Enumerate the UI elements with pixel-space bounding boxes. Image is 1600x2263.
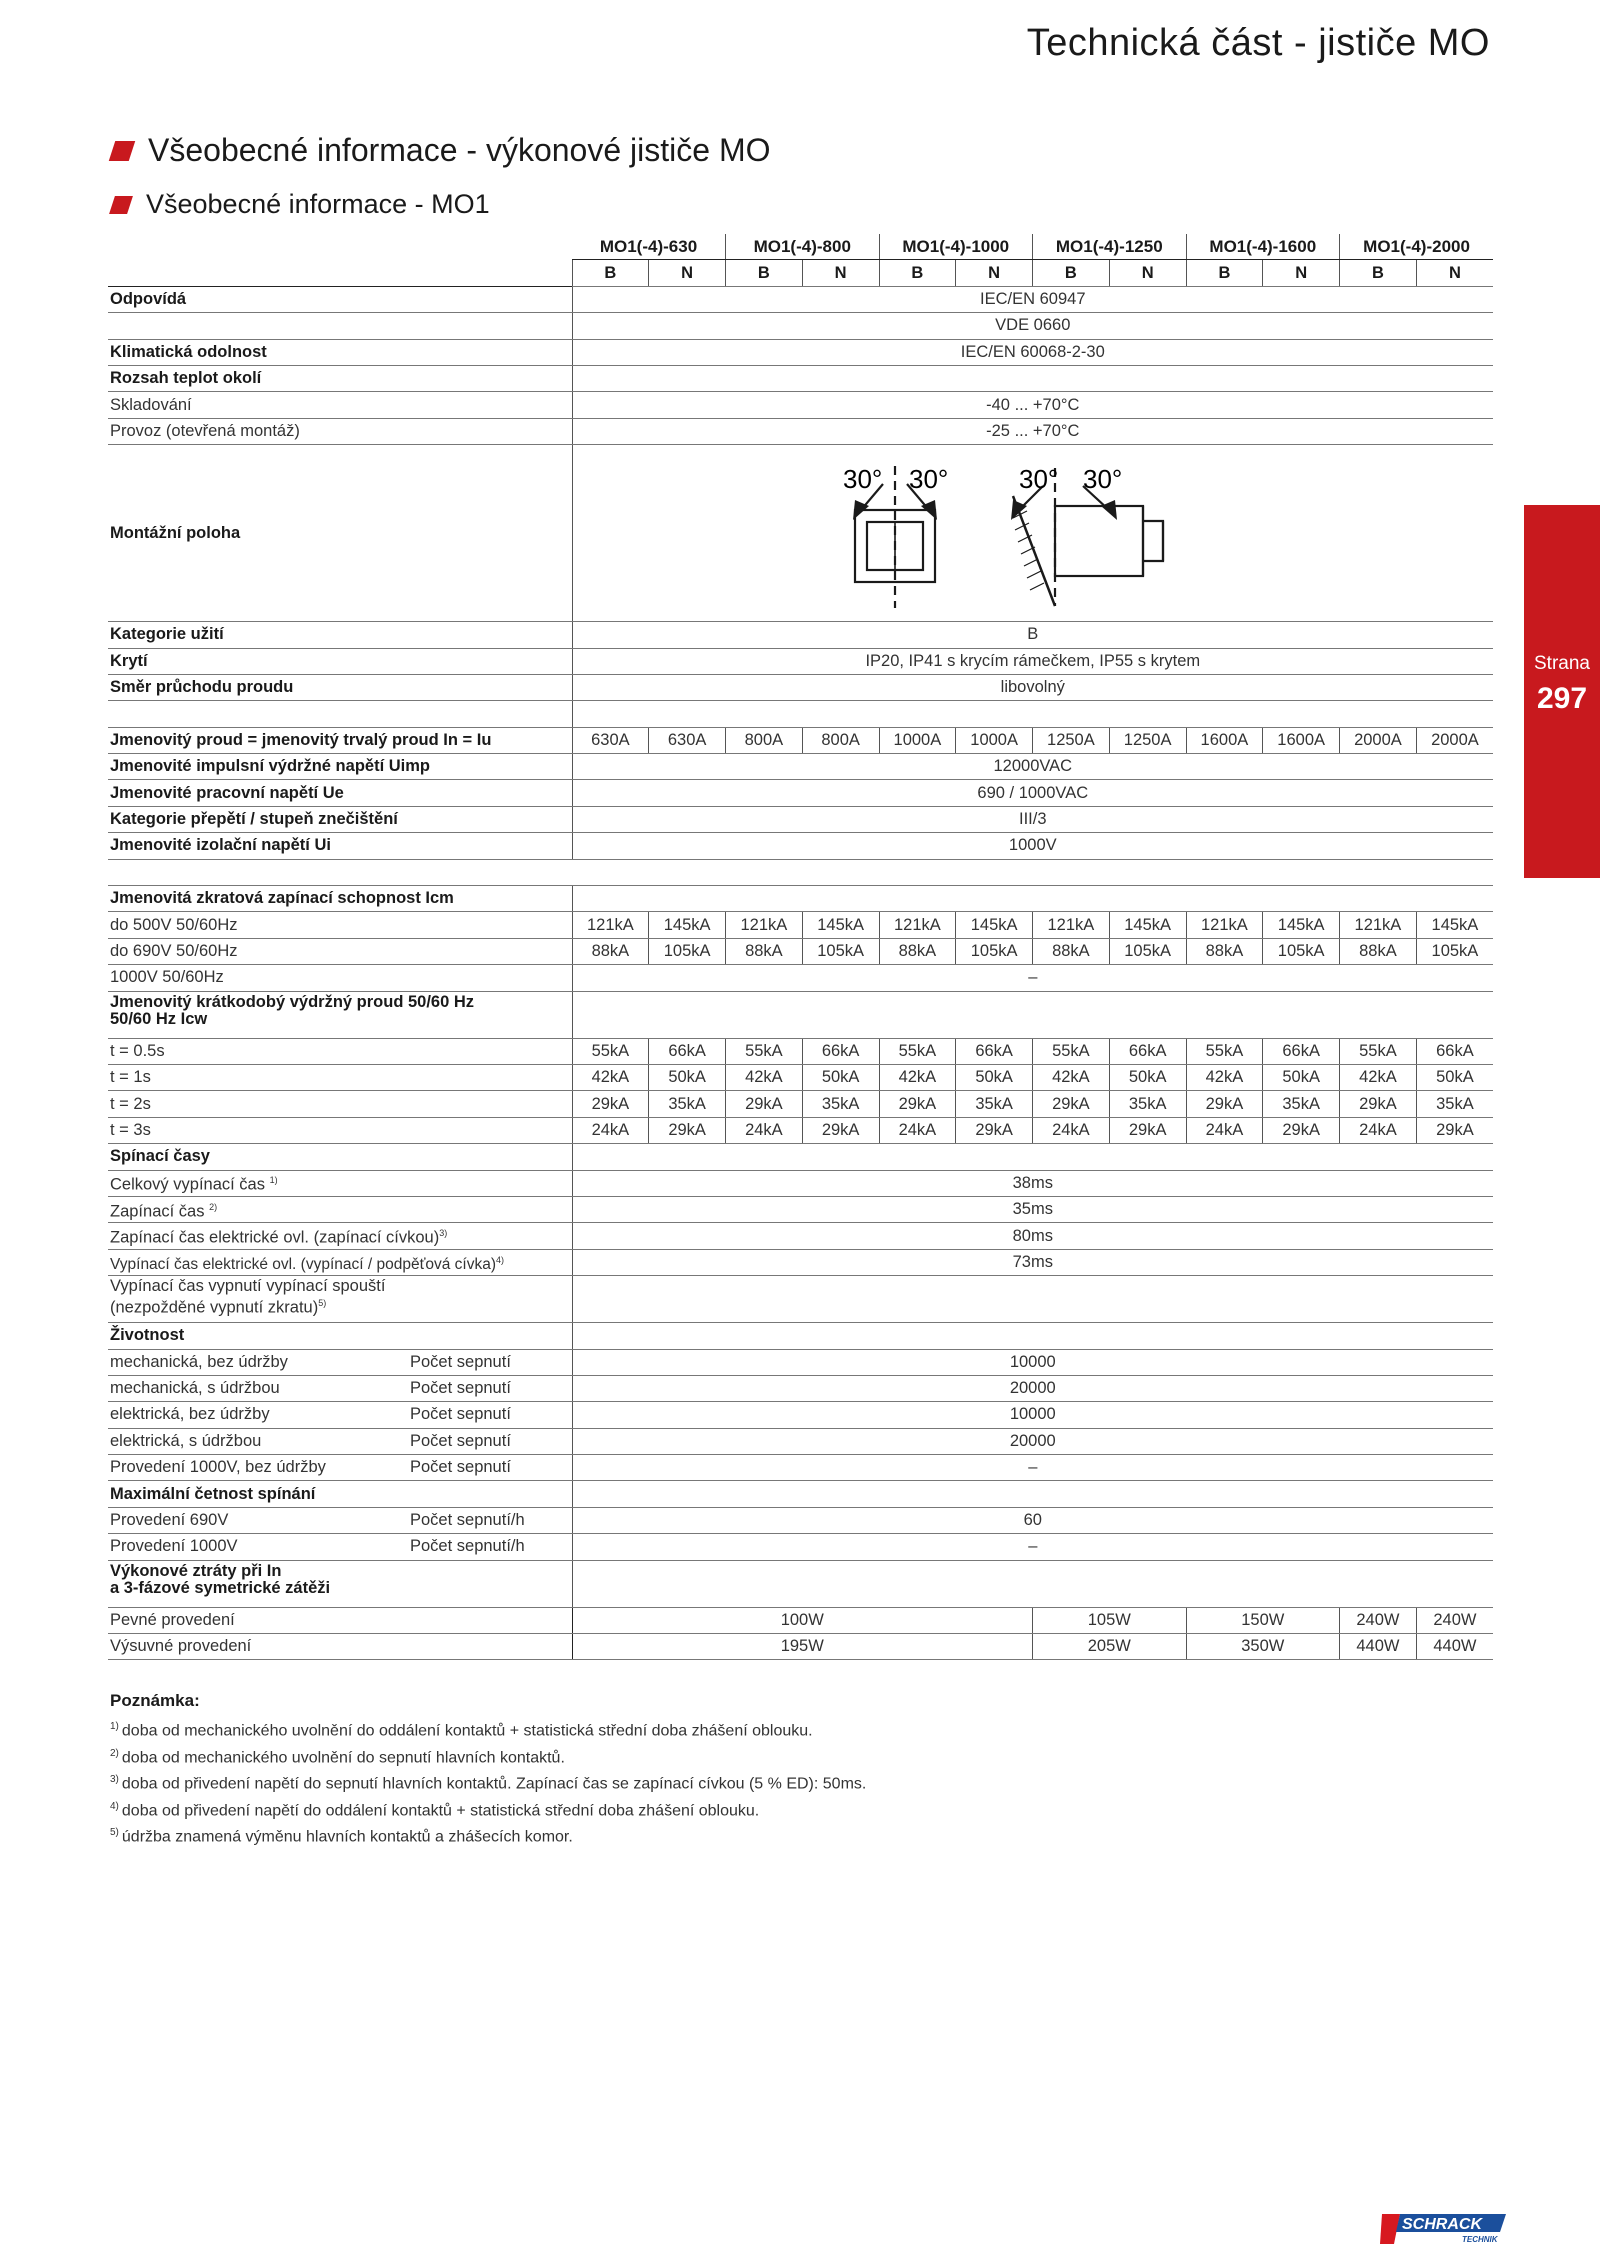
footnote-number: 1): [110, 1721, 119, 1732]
row-value: 29kA: [1033, 1091, 1110, 1117]
row-value: 55kA: [1186, 1038, 1263, 1064]
row-value: 1600A: [1186, 727, 1263, 753]
row-value: 2000A: [1340, 727, 1417, 753]
schrack-logo: [1378, 2210, 1508, 2248]
page-number: 297: [1536, 682, 1588, 715]
variant-header: B: [879, 260, 956, 286]
row-value: 29kA: [802, 1117, 879, 1143]
row-value: 105W: [1033, 1607, 1187, 1633]
row-value: 24kA: [1340, 1117, 1417, 1143]
row-label: Kategorie přepětí / stupeň znečištění: [108, 806, 572, 832]
row-value: 50kA: [956, 1064, 1033, 1090]
row-value: 1000A: [956, 727, 1033, 753]
row-label: Skladování: [108, 392, 572, 418]
table-row: [108, 1375, 1493, 1401]
row-value: -25 ... +70°C: [572, 418, 1493, 444]
row-unit: Počet sepnutí: [408, 1349, 572, 1375]
footnote-ref: 3): [439, 1228, 448, 1239]
row-label: elektrická, s údržbou: [108, 1428, 408, 1454]
table-row: [108, 445, 1493, 622]
footnote-ref: 5): [318, 1298, 327, 1309]
row-value: 24kA: [879, 1117, 956, 1143]
row-value: 350W: [1186, 1634, 1340, 1660]
svg-text:TECHNIK: TECHNIK: [1462, 2235, 1498, 2244]
table-row: [108, 1323, 1493, 1349]
row-value: 24kA: [726, 1117, 803, 1143]
row-value: 800A: [726, 727, 803, 753]
row-label-text: Zapínací čas: [110, 1202, 205, 1221]
row-value: 80ms: [572, 1223, 1493, 1249]
angle-label: 30°: [842, 464, 883, 495]
row-label-line: a 3-fázové symetrické zátěži: [110, 1578, 331, 1597]
section-heading: [112, 132, 770, 169]
variant-header: N: [1109, 260, 1186, 286]
row-label: Maximální četnost spínání: [108, 1481, 572, 1507]
row-value: 24kA: [1186, 1117, 1263, 1143]
row-value: 35kA: [1109, 1091, 1186, 1117]
model-header: MO1(-4)-1000: [879, 234, 1033, 260]
row-value: VDE 0660: [572, 313, 1493, 339]
table-row: [108, 313, 1493, 339]
row-label: Provedení 690V: [108, 1507, 408, 1533]
row-label: Pevné provedení: [108, 1607, 572, 1633]
row-value: 35kA: [802, 1091, 879, 1117]
model-header: MO1(-4)-1600: [1186, 234, 1340, 260]
table-row: [108, 392, 1493, 418]
row-value: 630A: [649, 727, 726, 753]
row-label: Životnost: [108, 1323, 572, 1349]
row-value: 55kA: [572, 1038, 649, 1064]
row-label: [108, 991, 572, 1038]
footnotes: [110, 1691, 866, 1854]
table-row: [108, 965, 1493, 991]
spacer-row: [108, 859, 1493, 885]
variant-header: B: [572, 260, 649, 286]
row-value: –: [572, 1534, 1493, 1560]
row-value: 66kA: [802, 1038, 879, 1064]
row-value: –: [572, 1455, 1493, 1481]
row-value: 88kA: [572, 938, 649, 964]
table-row: [108, 1481, 1493, 1507]
row-value: 60: [572, 1507, 1493, 1533]
mounting-diagram-cell: [572, 445, 1493, 622]
row-value: –: [572, 965, 1493, 991]
table-row: [108, 1507, 1493, 1533]
row-value: 66kA: [1416, 1038, 1493, 1064]
row-value: 105kA: [956, 938, 1033, 964]
table-row: [108, 833, 1493, 859]
table-row: [108, 1560, 1493, 1607]
row-value: 29kA: [1186, 1091, 1263, 1117]
row-label: do 500V 50/60Hz: [108, 912, 572, 938]
table-row: [108, 418, 1493, 444]
row-label-text: Vypínací čas vypnutí vypínací spouští (nezpožděné vypnutí zkratu): [110, 1277, 386, 1317]
row-label: [108, 1170, 572, 1196]
row-unit: Počet sepnutí: [408, 1402, 572, 1428]
row-label: Krytí: [108, 648, 572, 674]
footnote-text: doba od přivedení napětí do oddálení kontaktů + statistická střední doba zhášení oblouku.: [121, 1801, 760, 1819]
row-value: 145kA: [649, 912, 726, 938]
row-value: 35kA: [1416, 1091, 1493, 1117]
row-value: 121kA: [1186, 912, 1263, 938]
row-label-line: 50/60 Hz Icw: [110, 1009, 208, 1028]
row-unit: Počet sepnutí: [408, 1455, 572, 1481]
row-value: 88kA: [1186, 938, 1263, 964]
row-value: IEC/EN 60068-2-30: [572, 339, 1493, 365]
row-value: 24kA: [572, 1117, 649, 1143]
row-label: Směr průchodu proudu: [108, 674, 572, 700]
row-value: 35ms: [572, 1196, 1493, 1222]
row-value: 100W: [572, 1607, 1033, 1633]
footnote-text: údržba znamená výměnu hlavních kontaktů a zhášecích komor.: [121, 1828, 573, 1846]
row-value: 1600A: [1263, 727, 1340, 753]
row-value: 88kA: [879, 938, 956, 964]
table-row: [108, 1634, 1493, 1660]
row-value: III/3: [572, 806, 1493, 832]
row-label: [108, 1560, 572, 1607]
row-value: libovolný: [572, 674, 1493, 700]
row-value: 24kA: [1033, 1117, 1110, 1143]
row-label: [108, 1196, 572, 1222]
row-label: t = 0.5s: [108, 1038, 572, 1064]
row-label-text: Vypínací čas elektrické ovl. (vypínací / podpěťová cívka): [110, 1255, 497, 1273]
footnote: [110, 1827, 866, 1854]
row-value: 29kA: [1416, 1117, 1493, 1143]
row-value: 50kA: [1416, 1064, 1493, 1090]
footnote-ref: 2): [209, 1201, 218, 1212]
row-value: 1000V: [572, 833, 1493, 859]
row-value: 42kA: [1340, 1064, 1417, 1090]
row-value: IEC/EN 60947: [572, 286, 1493, 312]
footnote: [110, 1748, 866, 1775]
row-value: 105kA: [1416, 938, 1493, 964]
row-label: t = 3s: [108, 1117, 572, 1143]
angle-label: 30°: [908, 464, 949, 495]
subsection-heading: [112, 189, 490, 220]
row-value: 240W: [1340, 1607, 1417, 1633]
model-header: MO1(-4)-630: [572, 234, 726, 260]
row-label: [108, 1223, 572, 1249]
row-value: 50kA: [1109, 1064, 1186, 1090]
model-header: MO1(-4)-2000: [1340, 234, 1494, 260]
variant-header: B: [1033, 260, 1110, 286]
footnotes-title: Poznámka:: [110, 1691, 200, 1710]
footnote-text: doba od přivedení napětí do sepnutí hlavních kontaktů. Zapínací čas se zapínací cívkou (5 % ED): 50ms.: [121, 1775, 867, 1793]
footnote-text: doba od mechanického uvolnění do sepnutí hlavních kontaktů.: [121, 1748, 565, 1766]
row-value: 29kA: [726, 1091, 803, 1117]
row-value: 50kA: [649, 1064, 726, 1090]
row-label: 1000V 50/60Hz: [108, 965, 572, 991]
row-value: 29kA: [879, 1091, 956, 1117]
angle-label: 30°: [1018, 464, 1059, 495]
table-row: [108, 674, 1493, 700]
row-label: Provedení 1000V: [108, 1534, 408, 1560]
row-value: 12000VAC: [572, 754, 1493, 780]
table-row: [108, 648, 1493, 674]
table-row: [108, 365, 1493, 391]
spec-table: [108, 234, 1493, 1660]
row-value: 1250A: [1033, 727, 1110, 753]
table-row: [108, 938, 1493, 964]
row-value: 35kA: [649, 1091, 726, 1117]
row-value: 35kA: [1263, 1091, 1340, 1117]
table-row: [108, 912, 1493, 938]
row-label: Odpovídá: [108, 286, 572, 312]
table-row: [108, 1223, 1493, 1249]
row-value: 50kA: [1263, 1064, 1340, 1090]
row-value: 800A: [802, 727, 879, 753]
table-row: [108, 1117, 1493, 1143]
subsection-heading-text: Všeobecné informace - MO1: [146, 189, 490, 219]
row-value: IP20, IP41 s krycím rámečkem, IP55 s krytem: [572, 648, 1493, 674]
page-title: Technická část - jističe MO: [1026, 22, 1490, 64]
footnote: [110, 1721, 866, 1748]
row-value: 205W: [1033, 1634, 1187, 1660]
table-row: [108, 1064, 1493, 1090]
row-value: 50kA: [802, 1064, 879, 1090]
row-value: 145kA: [802, 912, 879, 938]
row-value: 10000: [572, 1349, 1493, 1375]
table-row: [108, 754, 1493, 780]
row-label: Jmenovité impulsní výdržné napětí Uimp: [108, 754, 572, 780]
table-row: [108, 727, 1493, 753]
row-label-line: Výkonové ztráty při In: [110, 1561, 282, 1580]
table-row: [108, 1144, 1493, 1170]
row-value: 66kA: [1263, 1038, 1340, 1064]
row-value: 105kA: [802, 938, 879, 964]
row-value: 121kA: [879, 912, 956, 938]
row-value: 145kA: [1416, 912, 1493, 938]
table-row: [108, 1091, 1493, 1117]
variant-header: N: [1263, 260, 1340, 286]
row-unit: Počet sepnutí: [408, 1428, 572, 1454]
row-label: elektrická, bez údržby: [108, 1402, 408, 1428]
row-value: 145kA: [1263, 912, 1340, 938]
table-row: [108, 1276, 1493, 1323]
table-row: [108, 1038, 1493, 1064]
footnote-text: doba od mechanického uvolnění do oddálení kontaktů + statistická střední doba zhášení oblouku.: [121, 1722, 813, 1740]
row-label: [108, 1249, 572, 1275]
footnote-number: 2): [110, 1747, 119, 1759]
row-label: Jmenovitý proud = jmenovitý trvalý proud In = Iu: [108, 727, 572, 753]
row-value: 29kA: [572, 1091, 649, 1117]
angle-label: 30°: [1082, 464, 1123, 495]
row-value: 195W: [572, 1634, 1033, 1660]
row-value: 121kA: [1340, 912, 1417, 938]
table-row: [108, 1455, 1493, 1481]
side-tab-label: Strana: [1534, 653, 1590, 674]
footnote-number: 3): [110, 1774, 119, 1785]
row-label: Montážní poloha: [108, 445, 572, 622]
row-label: t = 2s: [108, 1091, 572, 1117]
table-row: [108, 622, 1493, 648]
row-label: Kategorie užití: [108, 622, 572, 648]
footnote-number: 5): [110, 1827, 119, 1838]
red-square-marker: [109, 196, 133, 214]
row-value: 240W: [1416, 1607, 1493, 1633]
row-value: 35kA: [956, 1091, 1033, 1117]
row-label: Klimatická odolnost: [108, 339, 572, 365]
row-label: [108, 1276, 572, 1323]
row-value: 42kA: [1186, 1064, 1263, 1090]
variant-header: B: [726, 260, 803, 286]
row-value: 440W: [1416, 1634, 1493, 1660]
row-value: 55kA: [879, 1038, 956, 1064]
row-value: 105kA: [1109, 938, 1186, 964]
row-value: 29kA: [956, 1117, 1033, 1143]
row-value: 29kA: [1109, 1117, 1186, 1143]
row-value: 55kA: [726, 1038, 803, 1064]
spacer-row: [108, 701, 1493, 727]
variant-header: N: [802, 260, 879, 286]
model-header-row: [108, 234, 1493, 260]
row-label: mechanická, bez údržby: [108, 1349, 408, 1375]
row-value: 88kA: [1033, 938, 1110, 964]
row-value: 630A: [572, 727, 649, 753]
row-value: -40 ... +70°C: [572, 392, 1493, 418]
variant-header: N: [956, 260, 1033, 286]
row-unit: Počet sepnutí/h: [408, 1534, 572, 1560]
table-row: [108, 1196, 1493, 1222]
row-value: 88kA: [1340, 938, 1417, 964]
row-value: B: [572, 622, 1493, 648]
row-label: Rozsah teplot okolí: [108, 365, 572, 391]
row-value: 2000A: [1416, 727, 1493, 753]
row-value: 121kA: [726, 912, 803, 938]
row-value: 145kA: [1109, 912, 1186, 938]
row-label: Provedení 1000V, bez údržby: [108, 1455, 408, 1481]
row-value: 42kA: [572, 1064, 649, 1090]
row-value: 20000: [572, 1428, 1493, 1454]
row-value: 1250A: [1109, 727, 1186, 753]
mounting-position-diagram: [813, 448, 1253, 618]
row-value: 55kA: [1033, 1038, 1110, 1064]
row-label: Jmenovité izolační napětí Ui: [108, 833, 572, 859]
footnote: [110, 1774, 866, 1801]
table-row: [108, 1349, 1493, 1375]
page-side-tab: [1524, 505, 1600, 878]
row-value: 42kA: [879, 1064, 956, 1090]
row-value: 690 / 1000VAC: [572, 780, 1493, 806]
row-value: 55kA: [1340, 1038, 1417, 1064]
row-label-text: Celkový vypínací čas: [110, 1175, 265, 1194]
row-value: 440W: [1340, 1634, 1417, 1660]
footnote-ref: 1): [269, 1175, 278, 1186]
row-label: Provoz (otevřená montáž): [108, 418, 572, 444]
table-row: [108, 886, 1493, 912]
footnote-ref: 4): [496, 1254, 505, 1265]
row-label: mechanická, s údržbou: [108, 1375, 408, 1401]
table-row: [108, 1428, 1493, 1454]
footnote-number: 4): [110, 1800, 119, 1812]
row-label-text: Zapínací čas elektrické ovl. (zapínací cívkou): [110, 1228, 440, 1247]
table-row: [108, 991, 1493, 1038]
model-header: MO1(-4)-800: [726, 234, 880, 260]
row-label-line: Jmenovitý krátkodobý výdržný proud 50/60 Hz: [110, 992, 475, 1011]
row-value: 1000A: [879, 727, 956, 753]
table-row: [108, 339, 1493, 365]
table-row: [108, 806, 1493, 832]
variant-header-row: [108, 260, 1493, 286]
row-value: 38ms: [572, 1170, 1493, 1196]
row-value: 73ms: [572, 1249, 1493, 1275]
table-row: [108, 1607, 1493, 1633]
row-label: Jmenovité pracovní napětí Ue: [108, 780, 572, 806]
variant-header: N: [649, 260, 726, 286]
table-row: [108, 1402, 1493, 1428]
row-value: 66kA: [956, 1038, 1033, 1064]
svg-text:SCHRACK: SCHRACK: [1402, 2216, 1482, 2233]
table-row: [108, 1534, 1493, 1560]
table-row: [108, 286, 1493, 312]
table-row: [108, 1249, 1493, 1275]
row-label: Výsuvné provedení: [108, 1634, 572, 1660]
model-header: MO1(-4)-1250: [1033, 234, 1187, 260]
row-value: 10000: [572, 1402, 1493, 1428]
row-value: 42kA: [1033, 1064, 1110, 1090]
row-value: 29kA: [1340, 1091, 1417, 1117]
row-value: 29kA: [649, 1117, 726, 1143]
row-value: 20000: [572, 1375, 1493, 1401]
row-value: 121kA: [572, 912, 649, 938]
row-value: 105kA: [649, 938, 726, 964]
row-value: 88kA: [726, 938, 803, 964]
table-row: [108, 780, 1493, 806]
row-value: 105kA: [1263, 938, 1340, 964]
row-value: 29kA: [1263, 1117, 1340, 1143]
row-unit: Počet sepnutí/h: [408, 1507, 572, 1533]
variant-header: N: [1416, 260, 1493, 286]
variant-header: B: [1186, 260, 1263, 286]
row-value: 66kA: [1109, 1038, 1186, 1064]
section-heading-text: Všeobecné informace - výkonové jističe MO: [148, 132, 771, 168]
row-value: 66kA: [649, 1038, 726, 1064]
row-label: t = 1s: [108, 1064, 572, 1090]
row-value: 121kA: [1033, 912, 1110, 938]
red-square-marker: [109, 141, 135, 161]
row-label: do 690V 50/60Hz: [108, 938, 572, 964]
row-label: Jmenovitá zkratová zapínací schopnost Icm: [108, 886, 572, 912]
row-unit: Počet sepnutí: [408, 1375, 572, 1401]
row-value: 42kA: [726, 1064, 803, 1090]
variant-header: B: [1340, 260, 1417, 286]
row-value: 150W: [1186, 1607, 1340, 1633]
row-label: Spínací časy: [108, 1144, 572, 1170]
table-row: [108, 1170, 1493, 1196]
footnote: [110, 1801, 866, 1828]
row-value: 145kA: [956, 912, 1033, 938]
